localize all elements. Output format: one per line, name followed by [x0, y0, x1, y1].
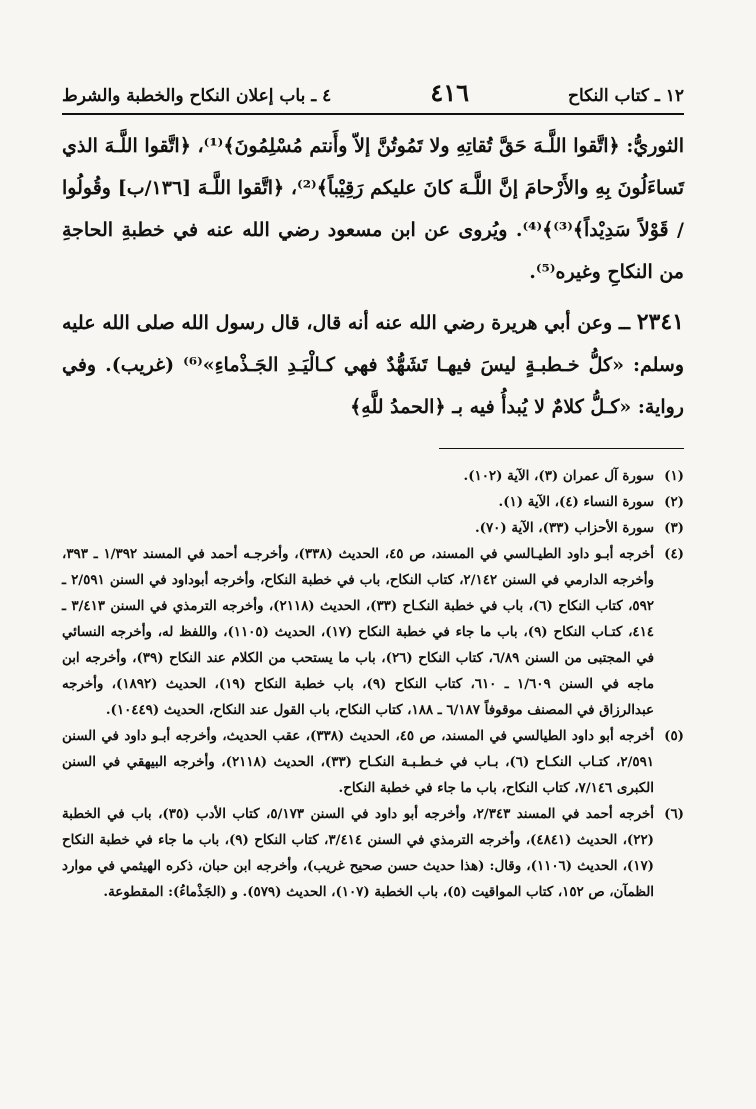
paragraph-1: الثوريُّ: ﴿اتَّقوا اللَّـهَ حَقَّ تُقاتِهِ ولا تَمُوتُنَّ إلاّ وأَنتم مُسْلِمُونَ﴾⁽¹⁾، ﴿اتَّقوا اللَّـهَ الذي تَساءَلُونَ بِهِ والأَرْحامَ إنَّ اللَّـهَ كانَ عليكم رَقِيْباً﴾⁽²⁾، ﴿اتَّقوا اللَّـهَ [١٣٦/ب] وقُولُوا / قَوْلاً سَدِيْداً﴾⁽³⁾﴾⁽⁴⁾. ويُروى عن ابن مسعود رضي الله عنه في خطبةِ الحاجةِ من النكاحِ وغيره⁽⁵⁾. [62, 135, 684, 283]
footnote-text: سورة النساء (٤)، الآية (١). [498, 494, 654, 510]
footnote [62, 801, 684, 905]
footnote [62, 723, 684, 801]
footnote-text: أخرجه أبـو داود الطيـالسي في المسند، ص ٤٥، الحديث (٣٣٨)، وأخرجـه أحمد في المسند ١/٣٩٢ ـ ٣٩٣، وأخرجه الدارمي في السنن ٢/١٤٢، كتاب النكاح، باب في خطبة النكاح، وأخرجه أبوداود في السنن ٢/٥٩١ ـ ٥٩٢، كتاب النكاح (٦)، باب في خطبة النكـاح (٣٣)، الحديث (٢١١٨)، وأخرجه الترمذي في السنن ٣/٤١٣ ـ ٤١٤، كتـاب النكاح (٩)، باب ما جاء في خطبة النكاح (١٧)، الحديث (١١٠٥)، واللفظ له، وأخرجه النسائي في المجتبى من السنن ٦/٨٩، كتاب النكاح (٢٦)، باب ما يستحب من الكلام عند النكاح (٣٩)، وأخرجه ابن ماجه في السنن ١/٦٠٩ ـ ٦١٠، كتاب النكاح (٩)، باب خطبة النكاح (١٩)، الحديث (١٨٩٢)، وأخرجه عبدالرزاق في المصنف موقوفاً ٦/١٨٧ ـ ١٨٨، كتاب النكاح، باب القول عند النكاح، الحديث (١٠٤٤٩). [62, 546, 654, 718]
footnotes [62, 463, 684, 905]
footnote-number: (٥) [664, 728, 684, 744]
chapter-title: ١٢ ـ كتاب النكاح [568, 86, 684, 106]
section-title: ٤ ـ باب إعلان النكاح والخطبة والشرط [62, 86, 332, 106]
footnote-number: (١) [664, 468, 684, 484]
main-text [62, 125, 684, 428]
hadith-number: ٢٣٤١ [636, 309, 684, 335]
footnote-number: (٦) [664, 806, 684, 822]
hadith-text: ــ وعن أبي هريرة رضي الله عنه أنه قال، قال رسول الله صلى الله عليه وسلم: «كلُّ خـطبـةٍ ليسَ فيهـا تَشَهُّدٌ فهي كـالْيَـدِ الجَـذْماءِ»⁽⁶⁾ (غريب). وفي رواية: «كـلُّ كلامٌ لا يُبدأُ فيه بـ ﴿الحمدُ للَّهِ﴾ [62, 312, 684, 418]
footnote-text: سورة الأحزاب (٣٣)، الآية (٧٠). [474, 520, 654, 536]
running-header [62, 78, 684, 115]
footnote-text: سورة آل عمران (٣)، الآية (١٠٢). [463, 468, 654, 484]
footnote [62, 463, 684, 489]
footnote [62, 515, 684, 541]
paragraph-2 [62, 301, 684, 428]
page-number: ٤١٦ [430, 78, 469, 107]
footnote [62, 489, 684, 515]
footnote-divider [439, 448, 684, 449]
footnote-number: (٣) [664, 520, 684, 536]
footnote-number: (٤) [664, 546, 684, 562]
footnote-text: أخرجه أحمد في المسند ٢/٣٤٣، وأخرجه أبو داود في السنن ٥/١٧٣، كتاب الأدب (٣٥)، باب في الخطبة (٢٢)، الحديث (٤٨٤١)، وأخرجه الترمذي في السنن ٣/٤١٤، كتاب النكاح (٩)، باب ما جاء في خطبة النكاح (١٧)، الحديث (١١٠٦)، وقال: (هذا حديث حسن صحيح غريب)، وأخرجه ابن حبان، ذكره الهيثمي في موارد الظمآن، ص ١٥٢، كتاب المواقيت (٥)، باب الخطبة (١٠٧)، الحديث (٥٧٩). و (الجَذْماءُ): المقطوعة. [62, 806, 654, 900]
footnote [62, 541, 684, 723]
footnote-number: (٢) [664, 494, 684, 510]
footnote-text: أخرجه أبو داود الطيالسي في المسند، ص ٤٥، الحديث (٣٣٨)، عقب الحديث، وأخرجه أبـو داود في السنن ٢/٥٩١، كتـاب النكـاح (٦)، بـاب في خـطـبـة النكـاح (٣٣)، الحديث (٢١١٨)، وأخرجه البيهقي في السنن الكبرى ٧/١٤٦، كتاب النكاح، باب ما جاء في خطبة النكاح. [62, 728, 654, 796]
